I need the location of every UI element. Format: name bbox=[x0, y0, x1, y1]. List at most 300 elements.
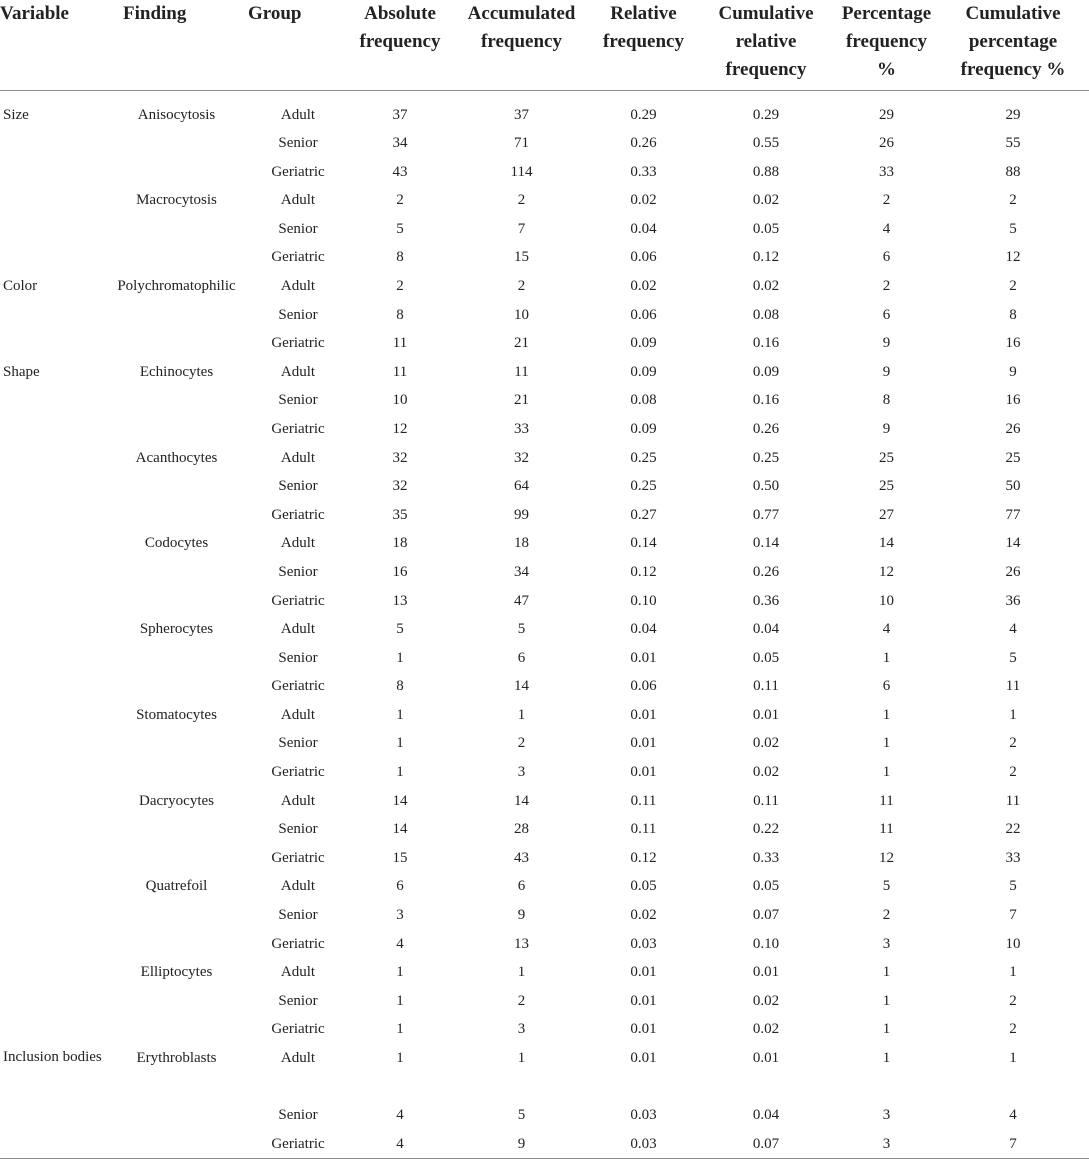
table-row bbox=[0, 242, 1089, 271]
cell-absolute-frequency: 4 bbox=[348, 1129, 452, 1159]
table-row bbox=[0, 385, 1089, 414]
cell-cumulative-relative-frequency: 0.05 bbox=[752, 220, 780, 237]
cell-relative-frequency: 0.14 bbox=[630, 535, 657, 552]
cell-variable bbox=[0, 614, 105, 643]
table-row bbox=[0, 271, 1089, 300]
cell-cumulative-relative-frequency: 0.07 bbox=[752, 907, 780, 924]
cell-group: Adult bbox=[280, 535, 316, 552]
cell-cumulative-relative-frequency: 0.05 bbox=[752, 649, 780, 666]
cell-relative-frequency: 0.01 bbox=[630, 1050, 657, 1066]
cell-cumulative-percentage-frequency: 11 bbox=[1005, 792, 1021, 809]
cell-percentage-frequency: 1 bbox=[882, 964, 891, 981]
cell-cumulative-relative-frequency: 0.33 bbox=[752, 849, 780, 866]
cell-absolute-frequency: 13 bbox=[392, 592, 408, 609]
cell-cumulative-relative-frequency: 0.25 bbox=[752, 449, 780, 466]
cell-finding: Anisocytosis bbox=[137, 106, 216, 123]
cell-cumulative-relative-frequency: 0.10 bbox=[752, 935, 780, 952]
cell-finding bbox=[105, 1100, 248, 1129]
cell-accumulated-frequency: 10 bbox=[514, 306, 529, 323]
table-row bbox=[0, 1100, 1089, 1129]
table-row bbox=[0, 500, 1089, 529]
cell-group: Geriatric bbox=[271, 849, 325, 866]
cell-percentage-frequency: 1 bbox=[882, 1050, 891, 1066]
cell-absolute-frequency: 1 bbox=[396, 764, 404, 781]
cell-finding bbox=[105, 157, 248, 186]
cell-percentage-frequency: 9 bbox=[882, 363, 891, 380]
cell-finding bbox=[105, 1129, 248, 1159]
cell-cumulative-relative-frequency: 0.11 bbox=[753, 792, 779, 809]
cell-finding: Dacryocytes bbox=[139, 792, 214, 809]
cell-cumulative-percentage-frequency: 26 bbox=[1005, 420, 1021, 437]
cell-relative-frequency: 0.26 bbox=[630, 135, 657, 151]
table-row bbox=[0, 929, 1089, 958]
cell-cumulative-relative-frequency: 0.77 bbox=[752, 506, 780, 523]
cell-absolute-frequency: 14 bbox=[392, 821, 408, 838]
cell-relative-frequency: 0.01 bbox=[630, 1021, 657, 1038]
table-row bbox=[0, 871, 1089, 900]
cell-accumulated-frequency: 47 bbox=[514, 592, 529, 609]
cell-finding bbox=[105, 385, 248, 414]
cell-relative-frequency: 0.12 bbox=[630, 849, 657, 866]
cell-cumulative-percentage-frequency: 14 bbox=[1005, 535, 1021, 552]
table-row bbox=[0, 528, 1089, 557]
table-row bbox=[0, 357, 1089, 386]
cell-absolute-frequency: 16 bbox=[392, 563, 408, 580]
header-cumulative-relative-frequency: Cumulative relative frequency bbox=[696, 0, 836, 90]
cell-cumulative-relative-frequency: 0.16 bbox=[752, 335, 780, 352]
cell-relative-frequency: 0.33 bbox=[630, 163, 657, 180]
cell-cumulative-relative-frequency: 0.02 bbox=[752, 1021, 780, 1038]
cell-finding bbox=[105, 128, 248, 157]
cell-absolute-frequency: 11 bbox=[392, 363, 408, 380]
cell-cumulative-relative-frequency: 0.29 bbox=[752, 106, 780, 123]
cell-absolute-frequency: 14 bbox=[392, 792, 408, 809]
cell-variable: Size bbox=[3, 106, 29, 123]
table-row bbox=[0, 157, 1089, 186]
cell-cumulative-percentage-frequency: 11 bbox=[1005, 678, 1021, 695]
cell-cumulative-relative-frequency: 0.55 bbox=[752, 135, 780, 151]
cell-accumulated-frequency: 37 bbox=[514, 106, 529, 123]
table-body bbox=[0, 90, 1089, 1159]
cell-percentage-frequency: 6 bbox=[882, 306, 891, 323]
cell-percentage-frequency: 33 bbox=[879, 163, 894, 180]
cell-percentage-frequency: 4 bbox=[882, 220, 891, 237]
cell-variable bbox=[0, 757, 105, 786]
cell-percentage-frequency: 11 bbox=[879, 792, 894, 809]
cell-percentage-frequency: 25 bbox=[879, 449, 894, 466]
cell-accumulated-frequency: 21 bbox=[514, 335, 529, 352]
table-row bbox=[0, 214, 1089, 243]
cell-accumulated-frequency: 9 bbox=[452, 1129, 591, 1159]
table-row bbox=[0, 900, 1089, 929]
cell-group: Senior bbox=[278, 306, 318, 323]
cell-accumulated-frequency: 34 bbox=[514, 563, 529, 580]
cell-group: Geriatric bbox=[271, 163, 325, 180]
cell-percentage-frequency: 3 bbox=[882, 935, 891, 952]
cell-cumulative-percentage-frequency: 77 bbox=[1005, 506, 1021, 523]
cell-relative-frequency: 0.10 bbox=[630, 592, 657, 609]
cell-percentage-frequency: 4 bbox=[882, 621, 891, 638]
cell-group: Geriatric bbox=[271, 506, 325, 523]
cell-relative-frequency: 0.04 bbox=[630, 621, 657, 638]
cell-finding: Macrocytosis bbox=[136, 192, 217, 209]
cell-variable: Shape bbox=[3, 363, 40, 380]
cell-absolute-frequency: 15 bbox=[392, 849, 408, 866]
cell-finding bbox=[105, 843, 248, 872]
cell-absolute-frequency: 8 bbox=[396, 306, 404, 323]
cell-accumulated-frequency: 43 bbox=[514, 849, 529, 866]
cell-variable bbox=[0, 586, 105, 615]
cell-variable bbox=[0, 185, 105, 214]
cell-accumulated-frequency: 15 bbox=[514, 249, 529, 266]
cell-group: Adult bbox=[280, 706, 316, 723]
cell-variable bbox=[0, 900, 105, 929]
cell-cumulative-percentage-frequency: 26 bbox=[1005, 563, 1021, 580]
cell-percentage-frequency: 2 bbox=[882, 907, 891, 924]
cell-variable bbox=[0, 385, 105, 414]
cell-group: Adult bbox=[280, 878, 316, 895]
cell-relative-frequency: 0.01 bbox=[630, 706, 657, 723]
cell-group: Senior bbox=[278, 563, 318, 580]
cell-absolute-frequency: 2 bbox=[396, 277, 404, 294]
cell-finding bbox=[105, 929, 248, 958]
cell-accumulated-frequency: 18 bbox=[514, 535, 529, 552]
cell-relative-frequency: 0.06 bbox=[630, 249, 657, 266]
cell-group: Senior bbox=[278, 1107, 318, 1123]
cell-cumulative-percentage-frequency: 36 bbox=[1005, 592, 1021, 609]
cell-accumulated-frequency: 6 bbox=[517, 649, 526, 666]
header-relative-frequency: Relative frequency bbox=[591, 0, 696, 90]
cell-cumulative-relative-frequency: 0.16 bbox=[752, 392, 780, 409]
cell-variable bbox=[0, 1100, 105, 1129]
cell-absolute-frequency: 35 bbox=[392, 506, 408, 523]
cell-percentage-frequency: 1 bbox=[882, 706, 891, 723]
cell-percentage-frequency: 1 bbox=[882, 649, 891, 666]
cell-variable bbox=[0, 1129, 105, 1159]
cell-cumulative-relative-frequency: 0.02 bbox=[752, 192, 780, 209]
cell-finding bbox=[105, 471, 248, 500]
cell-cumulative-percentage-frequency: 4 bbox=[1009, 621, 1017, 638]
cell-absolute-frequency: 8 bbox=[396, 678, 404, 695]
cell-accumulated-frequency: 64 bbox=[514, 478, 529, 495]
cell-cumulative-relative-frequency: 0.01 bbox=[752, 964, 780, 981]
table-header bbox=[0, 0, 1089, 90]
cell-cumulative-percentage-frequency: 25 bbox=[1005, 449, 1021, 466]
cell-cumulative-percentage-frequency: 2 bbox=[1009, 277, 1017, 294]
cell-absolute-frequency: 11 bbox=[392, 335, 408, 352]
table-row bbox=[0, 471, 1089, 500]
table-row bbox=[0, 700, 1089, 729]
cell-variable bbox=[0, 557, 105, 586]
cell-cumulative-percentage-frequency: 5 bbox=[1009, 220, 1017, 237]
cell-variable bbox=[0, 643, 105, 672]
cell-variable bbox=[0, 986, 105, 1015]
cell-relative-frequency: 0.11 bbox=[630, 792, 657, 809]
cell-variable bbox=[0, 414, 105, 443]
cell-finding bbox=[105, 757, 248, 786]
cell-cumulative-relative-frequency: 0.04 bbox=[752, 1107, 780, 1123]
cell-group: Senior bbox=[278, 907, 318, 924]
cell-relative-frequency: 0.05 bbox=[630, 878, 657, 895]
cell-percentage-frequency: 3 bbox=[836, 1129, 937, 1159]
cell-percentage-frequency: 8 bbox=[882, 392, 891, 409]
cell-group: Adult bbox=[280, 964, 316, 981]
cell-cumulative-percentage-frequency: 9 bbox=[1009, 363, 1017, 380]
cell-cumulative-relative-frequency: 0.02 bbox=[752, 277, 780, 294]
cell-finding bbox=[105, 500, 248, 529]
cell-cumulative-percentage-frequency: 12 bbox=[1005, 249, 1021, 266]
cell-cumulative-percentage-frequency: 22 bbox=[1005, 821, 1021, 838]
cell-percentage-frequency: 1 bbox=[882, 735, 891, 752]
cell-variable bbox=[0, 328, 105, 357]
cell-cumulative-percentage-frequency: 55 bbox=[1005, 135, 1021, 151]
cell-relative-frequency: 0.09 bbox=[630, 420, 657, 437]
cell-accumulated-frequency: 33 bbox=[514, 420, 529, 437]
table-row bbox=[0, 843, 1089, 872]
cell-cumulative-relative-frequency: 0.26 bbox=[752, 563, 780, 580]
cell-accumulated-frequency: 32 bbox=[514, 449, 529, 466]
cell-cumulative-percentage-frequency: 33 bbox=[1005, 849, 1021, 866]
cell-percentage-frequency: 10 bbox=[879, 592, 894, 609]
header-group: Group bbox=[248, 0, 348, 90]
header-variable: Variable bbox=[0, 0, 105, 90]
cell-percentage-frequency: 9 bbox=[882, 335, 891, 352]
cell-accumulated-frequency: 2 bbox=[517, 277, 526, 294]
cell-accumulated-frequency: 3 bbox=[517, 1021, 526, 1038]
cell-variable bbox=[0, 242, 105, 271]
cell-absolute-frequency: 4 bbox=[396, 1107, 404, 1123]
cell-cumulative-relative-frequency: 0.22 bbox=[752, 821, 780, 838]
cell-variable bbox=[0, 814, 105, 843]
cell-cumulative-percentage-frequency: 2 bbox=[1009, 192, 1017, 209]
cell-relative-frequency: 0.09 bbox=[630, 363, 657, 380]
cell-absolute-frequency: 3 bbox=[396, 907, 404, 924]
cell-cumulative-percentage-frequency: 1 bbox=[1009, 1050, 1017, 1066]
cell-group: Senior bbox=[278, 649, 318, 666]
cell-variable bbox=[0, 157, 105, 186]
table-row bbox=[0, 814, 1089, 843]
header-finding: Finding bbox=[105, 0, 248, 90]
table-row bbox=[0, 90, 1089, 128]
cell-group: Senior bbox=[278, 220, 318, 237]
cell-relative-frequency: 0.02 bbox=[630, 277, 657, 294]
cell-percentage-frequency: 14 bbox=[879, 535, 894, 552]
cell-percentage-frequency: 12 bbox=[879, 849, 894, 866]
cell-finding bbox=[105, 242, 248, 271]
table-row bbox=[0, 328, 1089, 357]
cell-group: Geriatric bbox=[271, 678, 325, 695]
table-row bbox=[0, 1014, 1089, 1043]
cell-relative-frequency: 0.03 bbox=[630, 935, 657, 952]
cell-relative-frequency: 0.04 bbox=[630, 220, 657, 237]
cell-variable: Inclusion bodies bbox=[3, 1049, 102, 1065]
cell-group: Geriatric bbox=[271, 335, 325, 352]
cell-variable bbox=[0, 128, 105, 157]
cell-percentage-frequency: 25 bbox=[879, 478, 894, 495]
cell-relative-frequency: 0.06 bbox=[630, 306, 657, 323]
cell-absolute-frequency: 10 bbox=[392, 392, 408, 409]
cell-relative-frequency: 0.12 bbox=[630, 563, 657, 580]
cell-variable bbox=[0, 929, 105, 958]
cell-cumulative-relative-frequency: 0.02 bbox=[752, 764, 780, 781]
cell-accumulated-frequency: 6 bbox=[517, 878, 526, 895]
cell-finding bbox=[105, 728, 248, 757]
cell-group: Senior bbox=[278, 735, 318, 752]
cell-finding: Erythroblasts bbox=[136, 1050, 217, 1066]
cell-percentage-frequency: 5 bbox=[882, 878, 891, 895]
cell-absolute-frequency: 1 bbox=[396, 649, 404, 666]
cell-cumulative-relative-frequency: 0.05 bbox=[752, 878, 780, 895]
cell-cumulative-percentage-frequency: 10 bbox=[1005, 935, 1021, 952]
cell-absolute-frequency: 2 bbox=[396, 192, 404, 209]
cell-variable bbox=[0, 671, 105, 700]
cell-finding: Elliptocytes bbox=[140, 964, 213, 981]
cell-cumulative-relative-frequency: 0.26 bbox=[752, 420, 780, 437]
cell-finding bbox=[105, 300, 248, 329]
cell-percentage-frequency: 26 bbox=[879, 135, 894, 151]
cell-cumulative-relative-frequency: 0.07 bbox=[696, 1129, 836, 1159]
cell-cumulative-percentage-frequency: 1 bbox=[1009, 964, 1017, 981]
cell-variable bbox=[0, 728, 105, 757]
cell-absolute-frequency: 6 bbox=[396, 878, 404, 895]
cell-absolute-frequency: 1 bbox=[396, 1050, 404, 1066]
cell-percentage-frequency: 3 bbox=[882, 1107, 891, 1123]
cell-group: Adult bbox=[280, 449, 316, 466]
cell-absolute-frequency: 12 bbox=[392, 420, 408, 437]
cell-finding: Stomatocytes bbox=[136, 706, 217, 723]
table-row bbox=[0, 671, 1089, 700]
cell-variable bbox=[0, 471, 105, 500]
cell-relative-frequency: 0.25 bbox=[630, 449, 657, 466]
cell-percentage-frequency: 6 bbox=[882, 249, 891, 266]
cell-cumulative-percentage-frequency: 7 bbox=[937, 1129, 1089, 1159]
cell-group: Geriatric bbox=[271, 420, 325, 437]
cell-relative-frequency: 0.27 bbox=[630, 506, 657, 523]
cell-finding bbox=[105, 986, 248, 1015]
cell-accumulated-frequency: 2 bbox=[517, 735, 526, 752]
cell-variable bbox=[0, 528, 105, 557]
cell-cumulative-percentage-frequency: 4 bbox=[1009, 1107, 1017, 1123]
cell-cumulative-relative-frequency: 0.02 bbox=[752, 735, 780, 752]
cell-finding: Acanthocytes bbox=[135, 449, 218, 466]
cell-cumulative-relative-frequency: 0.14 bbox=[752, 535, 780, 552]
cell-cumulative-percentage-frequency: 2 bbox=[1009, 735, 1017, 752]
table-row bbox=[0, 128, 1089, 157]
cell-group: Geriatric bbox=[271, 764, 325, 781]
header-accumulated-frequency: Accumulated frequency bbox=[452, 0, 591, 90]
cell-variable bbox=[0, 500, 105, 529]
cell-finding bbox=[105, 414, 248, 443]
cell-variable bbox=[0, 843, 105, 872]
cell-absolute-frequency: 32 bbox=[392, 449, 408, 466]
cell-cumulative-percentage-frequency: 16 bbox=[1005, 392, 1021, 409]
cell-group: Adult bbox=[280, 277, 316, 294]
cell-cumulative-relative-frequency: 0.08 bbox=[752, 306, 780, 323]
cell-accumulated-frequency: 5 bbox=[517, 621, 526, 638]
cell-variable bbox=[0, 786, 105, 815]
cell-group: Senior bbox=[278, 135, 318, 151]
cell-cumulative-percentage-frequency: 88 bbox=[1005, 163, 1021, 180]
cell-accumulated-frequency: 28 bbox=[514, 821, 529, 838]
cell-cumulative-percentage-frequency: 8 bbox=[1009, 306, 1017, 323]
cell-finding bbox=[105, 214, 248, 243]
cell-group: Adult bbox=[280, 792, 316, 809]
cell-relative-frequency: 0.02 bbox=[630, 192, 657, 209]
cell-percentage-frequency: 9 bbox=[882, 420, 891, 437]
cell-absolute-frequency: 34 bbox=[392, 135, 408, 151]
cell-finding: Quatrefoil bbox=[145, 878, 208, 895]
cell-accumulated-frequency: 11 bbox=[514, 363, 529, 380]
table-row bbox=[0, 414, 1089, 443]
cell-absolute-frequency: 18 bbox=[392, 535, 408, 552]
cell-accumulated-frequency: 99 bbox=[514, 506, 529, 523]
cell-group: Adult bbox=[280, 621, 316, 638]
cell-relative-frequency: 0.06 bbox=[630, 678, 657, 695]
cell-group: Adult bbox=[280, 192, 316, 209]
cell-group: Senior bbox=[278, 992, 318, 1009]
cell-cumulative-relative-frequency: 0.04 bbox=[752, 621, 780, 638]
cell-absolute-frequency: 43 bbox=[392, 163, 408, 180]
cell-finding bbox=[105, 671, 248, 700]
cell-absolute-frequency: 37 bbox=[392, 106, 408, 123]
cell-finding bbox=[105, 900, 248, 929]
cell-relative-frequency: 0.01 bbox=[630, 649, 657, 666]
table-row bbox=[0, 1129, 1089, 1159]
cell-absolute-frequency: 1 bbox=[396, 992, 404, 1009]
cell-absolute-frequency: 1 bbox=[396, 964, 404, 981]
header-absolute-frequency: Absolute frequency bbox=[348, 0, 452, 90]
cell-percentage-frequency: 2 bbox=[882, 192, 891, 209]
cell-group: Geriatric bbox=[271, 592, 325, 609]
cell-finding bbox=[105, 1014, 248, 1043]
cell-absolute-frequency: 32 bbox=[392, 478, 408, 495]
cell-cumulative-percentage-frequency: 5 bbox=[1009, 649, 1017, 666]
cell-cumulative-percentage-frequency: 7 bbox=[1009, 907, 1017, 924]
cell-relative-frequency: 0.01 bbox=[630, 964, 657, 981]
cell-variable bbox=[0, 700, 105, 729]
cell-cumulative-percentage-frequency: 2 bbox=[1009, 992, 1017, 1009]
cell-finding bbox=[105, 586, 248, 615]
cell-absolute-frequency: 1 bbox=[396, 735, 404, 752]
cell-variable bbox=[0, 300, 105, 329]
cell-relative-frequency: 0.02 bbox=[630, 907, 657, 924]
cell-accumulated-frequency: 21 bbox=[514, 392, 529, 409]
cell-relative-frequency: 0.11 bbox=[630, 821, 657, 838]
cell-accumulated-frequency: 5 bbox=[517, 1107, 526, 1123]
cell-accumulated-frequency: 13 bbox=[514, 935, 529, 952]
cell-accumulated-frequency: 1 bbox=[517, 1050, 526, 1066]
cell-group: Geriatric bbox=[248, 1129, 348, 1159]
cell-absolute-frequency: 1 bbox=[396, 1021, 404, 1038]
cell-finding bbox=[105, 557, 248, 586]
cell-relative-frequency: 0.01 bbox=[630, 992, 657, 1009]
cell-percentage-frequency: 1 bbox=[882, 1021, 891, 1038]
cell-group: Senior bbox=[278, 478, 318, 495]
cell-relative-frequency: 0.25 bbox=[630, 478, 657, 495]
cell-cumulative-relative-frequency: 0.01 bbox=[752, 706, 780, 723]
table-row bbox=[0, 986, 1089, 1015]
cell-cumulative-relative-frequency: 0.01 bbox=[752, 1050, 780, 1066]
cell-finding: Spherocytes bbox=[139, 621, 214, 638]
cell-percentage-frequency: 2 bbox=[882, 277, 891, 294]
table-row bbox=[0, 614, 1089, 643]
cell-absolute-frequency: 5 bbox=[396, 220, 404, 237]
cell-variable bbox=[0, 871, 105, 900]
cell-percentage-frequency: 11 bbox=[879, 821, 894, 838]
cell-finding bbox=[105, 814, 248, 843]
cell-cumulative-relative-frequency: 0.09 bbox=[752, 363, 780, 380]
cell-cumulative-percentage-frequency: 5 bbox=[1009, 878, 1017, 895]
